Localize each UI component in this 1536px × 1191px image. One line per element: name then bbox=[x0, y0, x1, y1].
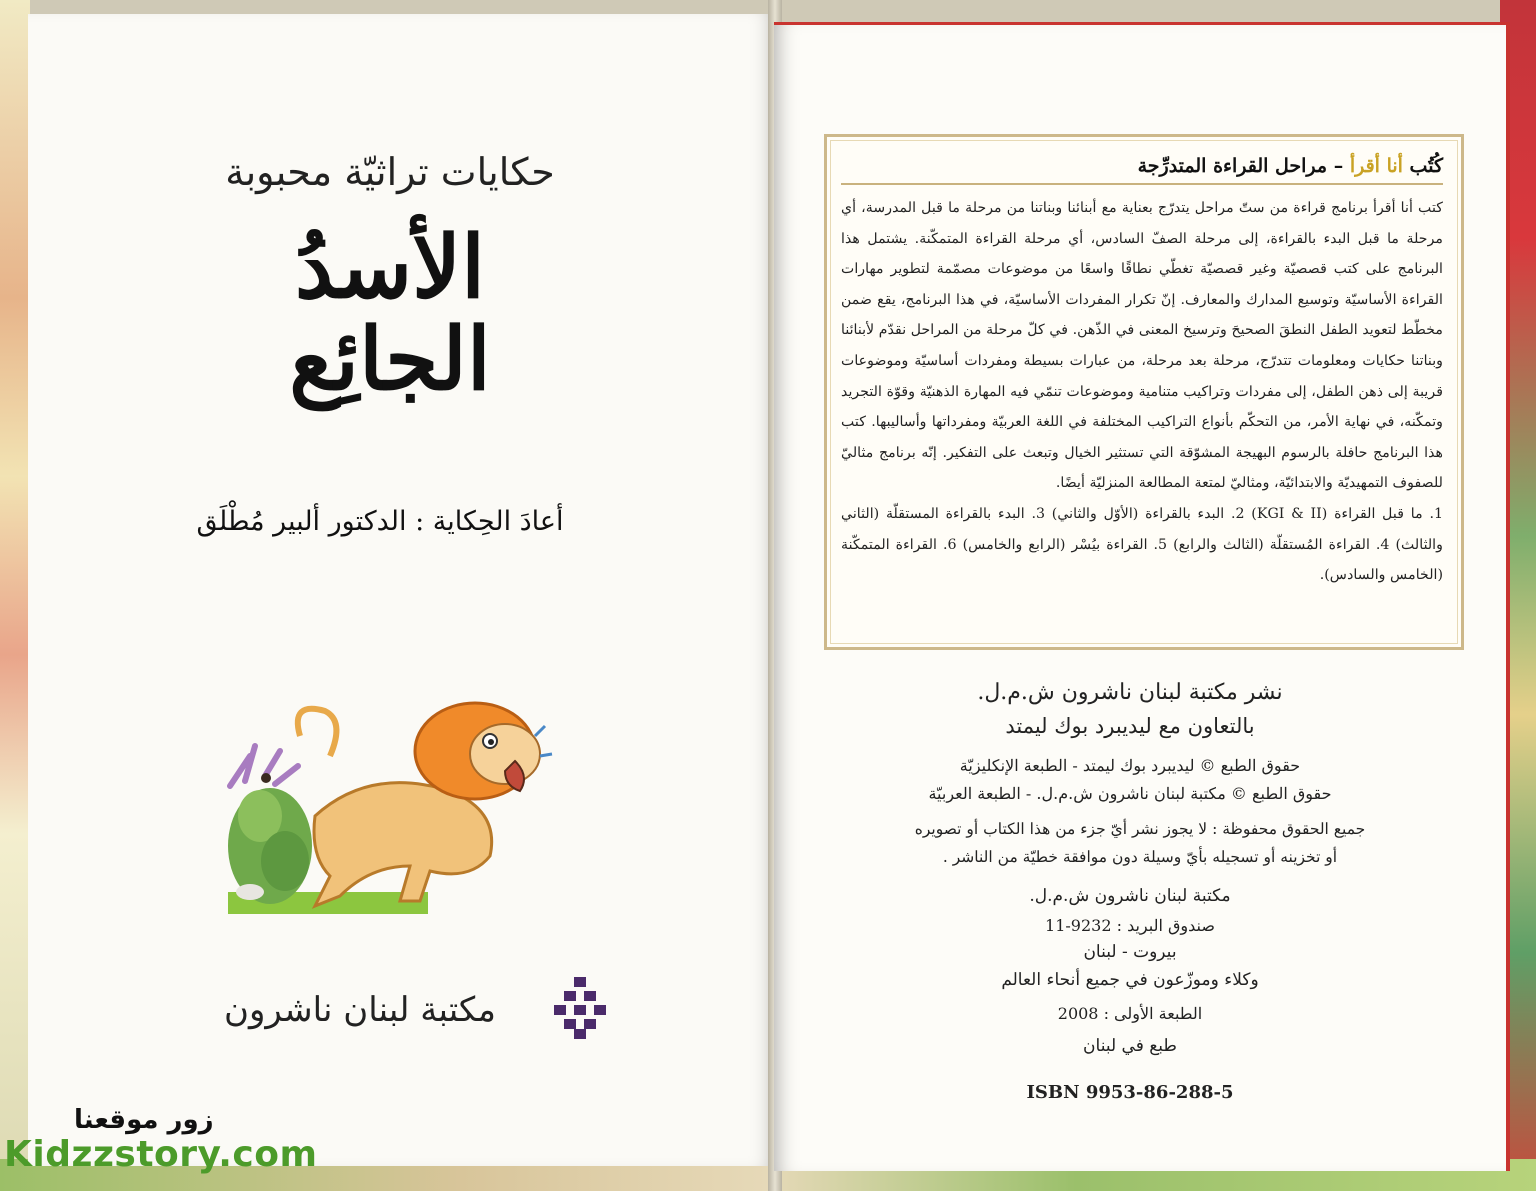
book-title-line-2: الجائِع bbox=[289, 309, 491, 410]
imprint-library: مكتبة لبنان ناشرون ش.م.ل. bbox=[1029, 886, 1231, 906]
imprint-rights-line-1: جميع الحقوق محفوظة : لا يجوز نشر أيّ جزء من هذا الكتاب أو تصويره bbox=[914, 820, 1366, 838]
imprint-cooperation: بالتعاون مع ليديبرد بوك ليمتد bbox=[1005, 714, 1255, 738]
lion-illustration bbox=[220, 696, 570, 920]
book-edge-left bbox=[0, 0, 30, 1191]
book-title-line-1: الأسدُ bbox=[294, 217, 486, 318]
box-title bbox=[841, 155, 1443, 185]
box-title-accent: أنا أقرأ bbox=[1349, 155, 1403, 177]
box-title-prefix: كُتُب bbox=[1402, 155, 1443, 177]
imprint-copyright-english: حقوق الطبع © ليديبرد بوك ليمتد - الطبعة الإنكليزيّة bbox=[959, 756, 1301, 775]
book-title bbox=[200, 217, 580, 410]
bush bbox=[228, 746, 312, 904]
imprint-rights-line-2: أو تخزينه أو تسجيله بأيّ وسيلة دون موافقة خطيّة من الناشر . bbox=[942, 848, 1338, 866]
series-title: حكايات تراثيّة محبوبة bbox=[225, 150, 555, 194]
retold-by: أعادَ الحِكاية : الدكتور ألبير مُطْلَق bbox=[196, 506, 564, 537]
imprint-po-box: صندوق البريد : 9232-11 bbox=[1045, 916, 1215, 935]
lion bbox=[298, 703, 552, 906]
imprint-agents: وكلاء وموزّعون في جميع أنحاء العالم bbox=[1001, 970, 1259, 990]
imprint-city: بيروت - لبنان bbox=[1083, 942, 1177, 962]
box-title-suffix: – مراحل القراءة المتدرِّجة bbox=[1137, 155, 1350, 177]
imprint-isbn: ISBN 9953-86-288-5 bbox=[1026, 1082, 1234, 1103]
publisher-logo-icon bbox=[552, 975, 608, 1039]
bird bbox=[261, 773, 271, 783]
imprint-copyright-arabic: حقوق الطبع © مكتبة لبنان ناشرون ش.م.ل. - الطبعة العربيّة bbox=[928, 784, 1332, 803]
box-body bbox=[841, 193, 1443, 591]
imprint-edition: الطبعة الأولى : 2008 bbox=[1057, 1004, 1203, 1023]
imprint-printed-in: طبع في لبنان bbox=[1083, 1036, 1177, 1056]
reading-program-box bbox=[824, 134, 1464, 650]
imprint-published-by: نشر مكتبة لبنان ناشرون ش.م.ل. bbox=[977, 680, 1283, 705]
publisher-name: مكتبة لبنان ناشرون bbox=[223, 990, 497, 1030]
program-description: كتب أنا أقرأ برنامج قراءة من ستّ مراحل يتدرّج بعناية مع أبنائنا وبناتنا من مرحلة ما قبل المدرسة، أي مرحلة ما قبل البدء بالقراءة، إلى مرحلة الصفّ السادس، أي مرحلة القراءة المتمكّنة. يشتمل هذا البرنامج على كتب قصصيّة وغير قصصيّة تغطّي نطاقًا واسعًا من موضوعات مصمّمة لتطوير مهارات القراءة الأساسيّة وتوسيع المدارك والمعارف. إنّ تكرار المفردات الأساسيّة، في هذا البرنامج، يقع ضمن مخطّط لتعويد الطفل النطقَ الصحيحَ وترسيخ المعنى في الذّهن. في كلّ مرحلة من المراحل نقدّم لأبنائنا وبناتنا حكايات ومعلومات تتدرّج، مرحلة بعد مرحلة، من عبارات بسيطة ومفردات أساسيّة وموضوعات قريبة إلى ذهن الطفل، إلى مفردات وتراكيب متنامية وموضوعات تنمّي فيه المهارة الذهنيّة وقوّة التجريد وتمكّنه، في نهاية الأمر، من التحكّم بأنواع التراكيب المختلفة في اللغة العربيّة ومفرداتها وأساليبها. كتب هذا البرنامج حافلة بالرسوم البهيجة المشوّقة التي تستثير الخيال وتبعث على التفكير. إنّه برنامج مثاليّ للصفوف التمهيديّة والابتدائيّة، ومثاليّ لمتعة المطالعة المنزليّة أيضًا. bbox=[841, 200, 1444, 492]
watermark-site-link[interactable]: Kidzzstory.com bbox=[4, 1134, 318, 1175]
watermark-visit-text: زور موقعنا bbox=[74, 1105, 214, 1135]
reading-stages-list: 1. ما قبل القراءة (KGI & II) 2. البدء بالقراءة (الأوّل والثاني) 3. البدء بالقراءة المستقلّة (الثاني والثالث) 4. القراءة المُستقلّة (الثالث والرابع) 5. القراءة بيُسْر (الرابع والخامس) 6. القراءة المتمكّنة (الخامس والسادس). bbox=[841, 505, 1444, 584]
